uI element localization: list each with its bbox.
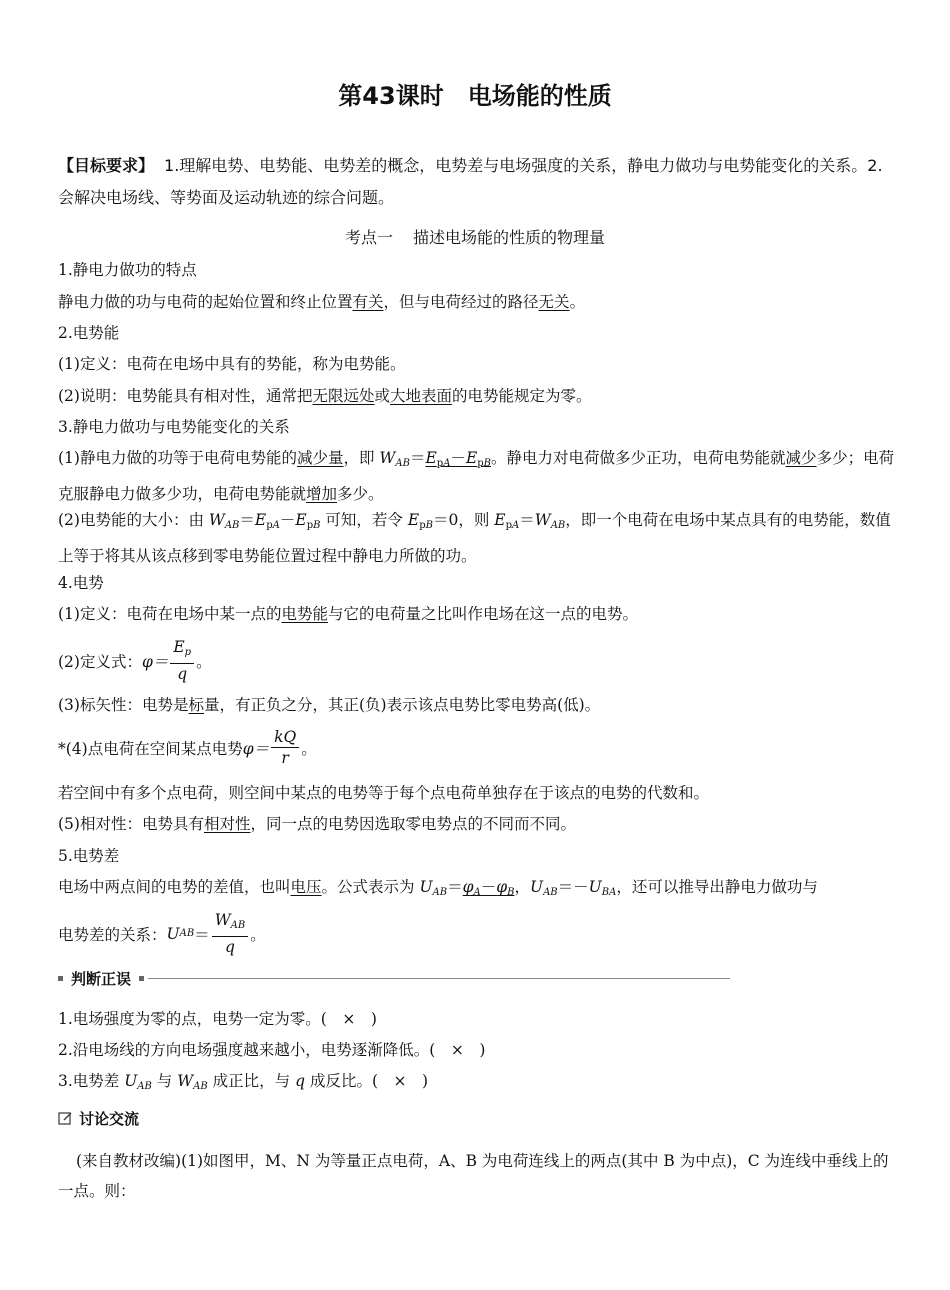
goal-requirements xyxy=(58,150,894,214)
judge-question-2: 2.沿电场线的方向电场强度越来越小，电势逐渐降低。( × ) xyxy=(58,1041,486,1059)
fraction: $\frac{E_p}{q}$ xyxy=(170,637,194,684)
goal-text: 1.理解电势、电势能、电势差的概念，电势差与电场强度的关系，静电力做功与电势能变化的关系。2.会解决电场线、等势面及运动轨迹的综合问题。 xyxy=(58,156,883,207)
formula: $U_{AB}=\varphi_A-\varphi_B$ xyxy=(419,878,515,898)
blank-answer: 增加 xyxy=(306,485,338,503)
blank-answer: 减少量 xyxy=(296,449,344,467)
heading-1: 1.静电力做功的特点 xyxy=(58,261,197,279)
discuss-paragraph: (来自教材改编)(1)如图甲，M、N 为等量正点电荷，A、B 为电荷连线上的两点(其中 B 为中点)，C 为连线中垂线上的一点。则： xyxy=(58,1152,889,1200)
blank-answer: 相对性 xyxy=(203,815,251,833)
blank-answer: 无限远处 xyxy=(312,387,375,405)
paragraph-work-energy-relation: (1)静电力做的功等于电荷电势能的减少量，即 $W_{AB}=E_{pA}-E_{pB}$。静电力对电荷做多少正功，电荷电势能就减少多少；电荷克服静电力做多少功，电荷电势能就增加多少。 xyxy=(58,449,895,503)
formula: $U_{AB}$ xyxy=(124,1072,152,1092)
section-title xyxy=(0,225,950,248)
judge-question-1: 1.电场强度为零的点，电势一定为零。( × ) xyxy=(58,1010,377,1028)
edit-note-icon xyxy=(58,1111,73,1126)
judge-label: 判断正误 xyxy=(71,969,132,988)
discuss-section-header xyxy=(58,1108,139,1129)
section-number: 考点一 xyxy=(344,228,393,247)
paragraph-scalar-nature: (3)标矢性：电势是标量，有正负之分，其正(负)表示该点电势比零电势高(低)。 xyxy=(58,696,601,714)
formula: $W_{AB}=E_{pA}-E_{pB}$ xyxy=(208,511,321,531)
paragraph-work-features: 静电力做的功与电荷的起始位置和终止位置有关，但与电荷经过的路径无关。 xyxy=(58,293,586,311)
formula: $E_{pA}=W_{AB}$ xyxy=(494,511,566,531)
divider-line xyxy=(148,978,730,979)
judge-question-3: 3.电势差 $U_{AB}$ 与 $W_{AB}$ 成正比，与 q 成反比。( × ) xyxy=(58,1072,429,1092)
formula: q xyxy=(295,1072,306,1090)
discuss-label: 讨论交流 xyxy=(79,1110,140,1128)
heading-4: 4.电势 xyxy=(58,574,104,592)
blank-answer: 有关 xyxy=(352,293,384,311)
paragraph-defining-formula: (2)定义式： φ＝ $\frac{E_p}{q}$ 。 xyxy=(58,638,212,683)
paragraph-relativity: (5)相对性：电势具有相对性，同一点的电势因选取零电势点的不同而不同。 xyxy=(58,815,576,833)
page-title: 第43课时 电场能的性质 xyxy=(338,82,612,110)
paragraph-work-voltage-relation: 电势差的关系： U AB ＝ $\frac{W_{AB}}{q}$ 。 xyxy=(58,911,266,956)
paragraph-definition: (1)定义：电荷在电场中具有的势能，称为电势能。 xyxy=(58,355,406,373)
blank-answer: 减少 xyxy=(785,449,817,467)
blank-answer: 大地表面 xyxy=(390,387,453,405)
bullet-square-icon xyxy=(58,976,63,981)
formula: $W_{AB}$ xyxy=(177,1072,208,1092)
heading-2: 2.电势能 xyxy=(58,324,120,342)
paragraph-energy-magnitude: (2)电势能的大小：由 $W_{AB}=E_{pA}-E_{pB}$ 可知，若令 $E_{pB}=0$，则 $E_{pA}=W_{AB}$，即一个电荷在电场中某点具有的电势能，数值上等于将其从该点移到零电势能位置过程中静电力所做的功。 xyxy=(58,511,891,565)
paragraph-explanation: (2)说明：电势能具有相对性，通常把无限远处或大地表面的电势能规定为零。 xyxy=(58,387,592,405)
fraction: $\frac{kQ}{r}$ xyxy=(271,727,299,768)
paragraph-potential-definition: (1)定义：电荷在电场中某一点的电势能与它的电荷量之比叫作电场在这一点的电势。 xyxy=(58,605,638,623)
heading-5: 5.电势差 xyxy=(58,847,120,865)
judge-section-header xyxy=(58,966,730,990)
blank-answer: 电势能 xyxy=(281,605,328,623)
fraction: $\frac{W_{AB}}{q}$ xyxy=(212,910,249,957)
section-name: 描述电场能的性质的物理量 xyxy=(413,228,606,247)
paragraph-superposition: 若空间中有多个点电荷，则空间中某点的电势等于每个点电荷单独存在于该点的电势的代数和。 xyxy=(58,784,710,802)
goal-label: 【目标要求】 xyxy=(58,156,155,175)
bullet-square-icon xyxy=(139,976,144,981)
formula-work: $W_{AB}=E_{pA}-E_{pB}$ xyxy=(379,449,492,469)
blank-answer: 标 xyxy=(188,696,204,714)
heading-3: 3.静电力做功与电势能变化的关系 xyxy=(58,418,290,436)
blank-answer: 无关 xyxy=(538,293,570,311)
paragraph-point-charge-potential: *(4)点电荷在空间某点电势 φ＝ $\frac{kQ}{r}$ 。 xyxy=(58,728,317,767)
paragraph-potential-difference: 电场中两点间的电势的差值，也叫电压。公式表示为 $U_{AB}=\varphi_A-\varphi_B$，$U_{AB}=-U_{BA}$，还可以推导出静电力做功与 xyxy=(58,878,818,898)
blank-answer: 电压 xyxy=(290,878,322,896)
formula: $E_{pB}=0$ xyxy=(407,511,459,531)
formula: $U_{AB}=-U_{BA}$ xyxy=(529,878,617,898)
